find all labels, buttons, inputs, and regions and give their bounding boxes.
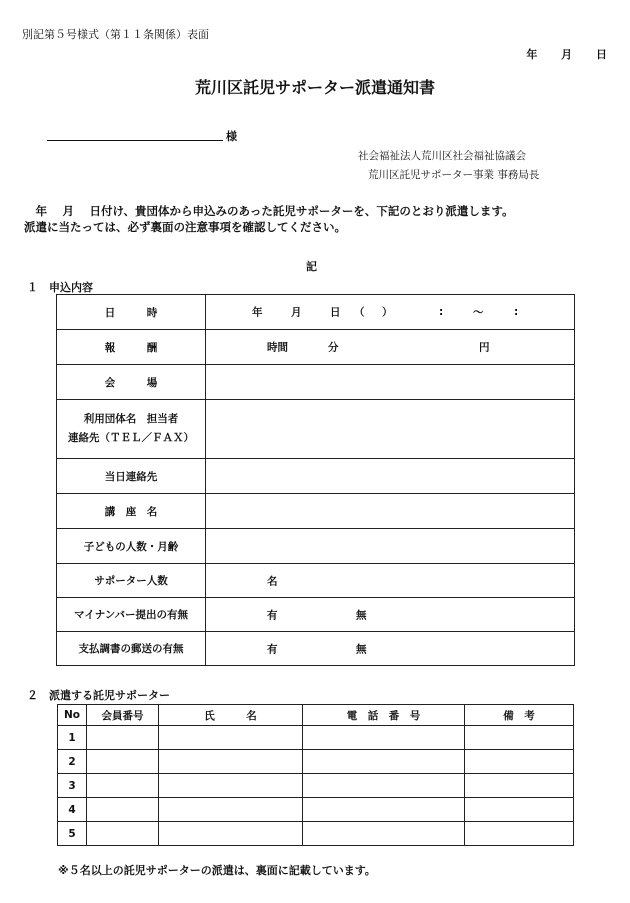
cell-remarks[interactable] [465, 822, 574, 846]
row-datetime [57, 295, 575, 330]
cell-phone[interactable] [303, 822, 465, 846]
fee-minutes: 分 [328, 341, 339, 354]
col-member-number: 会員番号 [87, 705, 159, 726]
addressee-blank[interactable] [47, 140, 223, 141]
row-course-name [57, 494, 575, 529]
dt-tilde: 〜 [473, 306, 484, 319]
col-no: No [58, 705, 87, 726]
label-same-day-contact: 当日連絡先 [57, 459, 206, 494]
cell-member-number[interactable] [87, 822, 159, 846]
table-row [58, 774, 574, 798]
cell-name[interactable] [159, 774, 303, 798]
dt-colon1: : [439, 306, 444, 318]
payment-doc-yes[interactable]: 有 [267, 643, 278, 655]
dt-year: 年 [252, 306, 263, 319]
table-row [58, 798, 574, 822]
label-org-line2: 連絡先（ＴＥＬ／ＦＡＸ） [68, 432, 194, 444]
label-mynumber: マイナンバー提出の有無 [57, 598, 206, 632]
mynumber-yes[interactable]: 有 [267, 609, 278, 621]
label-course-name: 講 座 名 [57, 494, 206, 529]
label-organization [57, 400, 206, 459]
row-number: 4 [58, 798, 87, 822]
cell-remarks[interactable] [465, 774, 574, 798]
cell-phone[interactable] [303, 774, 465, 798]
value-venue[interactable] [206, 365, 575, 400]
cell-member-number[interactable] [87, 726, 159, 750]
label-fee: 報 酬 [57, 330, 206, 365]
cell-name[interactable] [159, 726, 303, 750]
payment-doc-no[interactable]: 無 [356, 643, 367, 655]
value-fee[interactable] [206, 330, 575, 365]
row-number: 5 [58, 822, 87, 846]
label-venue: 会 場 [57, 365, 206, 400]
label-payment-doc: 支払調書の郵送の有無 [57, 632, 206, 666]
value-same-day-contact[interactable] [206, 459, 575, 494]
value-payment-doc[interactable] [206, 632, 575, 666]
form-reference: 別記第５号様式（第１１条関係）表面 [22, 28, 209, 41]
row-payment-doc [57, 632, 575, 666]
cell-member-number[interactable] [87, 798, 159, 822]
dt-colon2: : [514, 306, 519, 318]
supporters-unit: 名 [267, 575, 278, 587]
mynumber-no[interactable]: 無 [356, 609, 367, 621]
cell-phone[interactable] [303, 750, 465, 774]
header-row [58, 705, 574, 726]
supporter-list-table [57, 704, 574, 846]
value-course-name[interactable] [206, 494, 575, 529]
table-row [58, 726, 574, 750]
label-supporters: サポーター人数 [57, 564, 206, 598]
body-text-line2: 派遣に当たっては、必ず裏面の注意事項を確認してください。 [24, 220, 346, 234]
value-organization[interactable] [206, 400, 575, 459]
body-text-line1: 年 月 日付け、貴団体から申込みのあった託児サポーターを、下記のとおり派遣します。 [24, 204, 514, 218]
sender-organization: 社会福祉法人荒川区社会福祉協議会 [358, 150, 526, 162]
cell-remarks[interactable] [465, 798, 574, 822]
label-children: 子どもの人数・月齢 [57, 529, 206, 564]
label-org-line1: 利用団体名 担当者 [83, 413, 179, 425]
cell-member-number[interactable] [87, 774, 159, 798]
row-number: 1 [58, 726, 87, 750]
value-mynumber[interactable] [206, 598, 575, 632]
cell-name[interactable] [159, 750, 303, 774]
value-datetime[interactable] [206, 295, 575, 330]
application-details-table [56, 294, 575, 666]
document-title: 荒川区託児サポーター派遣通知書 [194, 78, 435, 97]
table-row [58, 822, 574, 846]
ki-heading: 記 [306, 260, 317, 273]
col-name: 氏 名 [159, 705, 303, 726]
dt-paren-close: ） [382, 306, 393, 319]
dt-month: 月 [291, 306, 302, 319]
table-row [58, 750, 574, 774]
row-same-day-contact [57, 459, 575, 494]
row-fee [57, 330, 575, 365]
dt-day: 日 [330, 306, 341, 319]
cell-phone[interactable] [303, 726, 465, 750]
row-mynumber [57, 598, 575, 632]
col-phone: 電 話 番 号 [303, 705, 465, 726]
cell-name[interactable] [159, 798, 303, 822]
sender-title: 荒川区託児サポーター事業 事務局長 [368, 169, 540, 181]
cell-member-number[interactable] [87, 750, 159, 774]
cell-remarks[interactable] [465, 750, 574, 774]
row-children [57, 529, 575, 564]
issue-date: 年 月 日 [526, 48, 608, 61]
addressee-honorific: 様 [226, 130, 237, 143]
col-remarks: 備 考 [465, 705, 574, 726]
fee-yen: 円 [479, 341, 490, 354]
row-venue [57, 365, 575, 400]
section1-heading: １ 申込内容 [27, 281, 93, 294]
row-supporters [57, 564, 575, 598]
footnote: ※５名以上の託児サポーターの派遣は、裏面に記載しています。 [58, 864, 376, 877]
cell-phone[interactable] [303, 798, 465, 822]
label-datetime: 日 時 [57, 295, 206, 330]
row-number: 2 [58, 750, 87, 774]
row-organization [57, 400, 575, 459]
row-number: 3 [58, 774, 87, 798]
cell-remarks[interactable] [465, 726, 574, 750]
value-supporters[interactable] [206, 564, 575, 598]
cell-name[interactable] [159, 822, 303, 846]
value-children[interactable] [206, 529, 575, 564]
fee-hours: 時間 [267, 341, 288, 354]
dt-paren-open: （ [354, 306, 365, 319]
section2-heading: ２ 派遣する託児サポーター [27, 689, 170, 702]
